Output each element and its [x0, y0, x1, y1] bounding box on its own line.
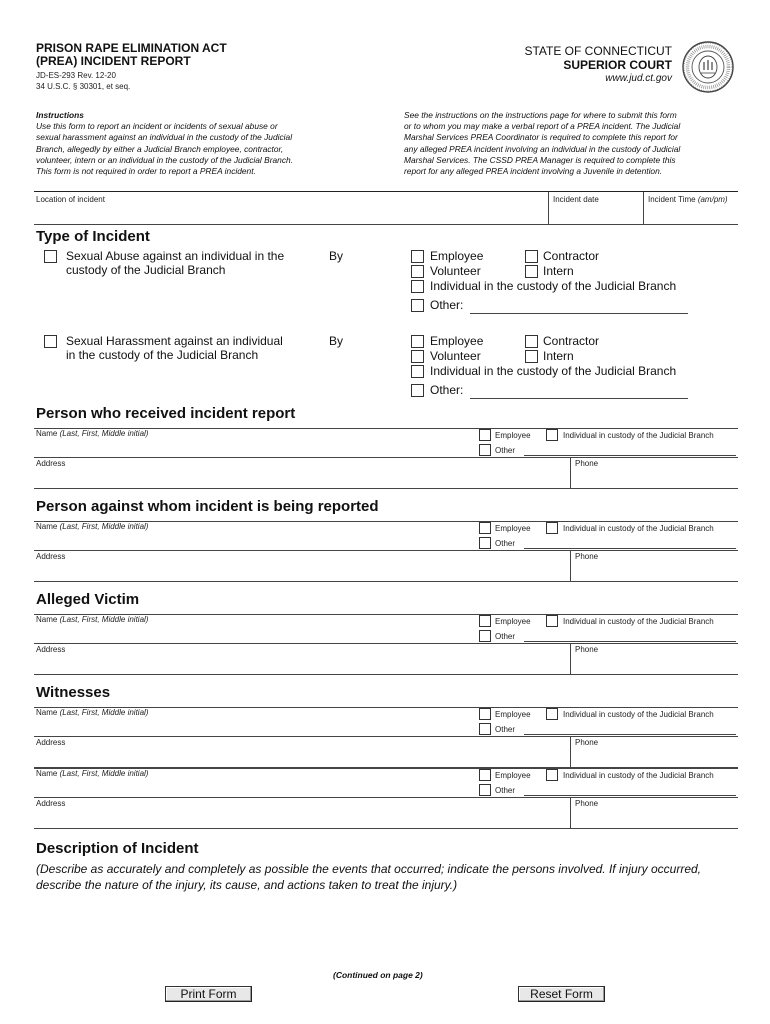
against-other-field[interactable] [524, 548, 736, 549]
form-meta [36, 70, 130, 92]
divider [548, 192, 549, 224]
victim-other-field[interactable] [524, 641, 736, 642]
sexual-harassment-checkbox[interactable] [44, 335, 57, 348]
incident-time-label: Incident Time (am/pm) [648, 195, 728, 204]
option-label: Other [495, 632, 516, 641]
received-other-field[interactable] [524, 455, 736, 456]
form-number: JD-ES-293 Rev. 12-20 [36, 71, 116, 80]
option-label: Intern [543, 349, 574, 363]
victim-address-field[interactable] [36, 655, 566, 673]
option-label: Other [495, 446, 516, 455]
by-label: By [329, 249, 344, 263]
abuse-by-intern-checkbox[interactable] [525, 265, 538, 278]
harassment-by-intern-checkbox[interactable] [525, 350, 538, 363]
divider [34, 224, 738, 225]
state-seal-icon [681, 40, 735, 94]
option-label: Individual in custody of the Judicial Branch [563, 431, 714, 440]
divider [570, 457, 571, 488]
divider [643, 192, 644, 224]
victim-name-field[interactable] [36, 625, 466, 641]
form-statute: 34 U.S.C. § 30301, et seq. [36, 82, 131, 91]
abuse-by-volunteer-checkbox[interactable] [411, 265, 424, 278]
sexual-harassment-label: Sexual Harassment against an individual in the custody of the Judicial Branch [66, 334, 283, 362]
abuse-other-field[interactable] [470, 313, 688, 314]
divider [570, 797, 571, 828]
abuse-by-employee-checkbox[interactable] [411, 250, 424, 263]
divider [34, 488, 738, 489]
name-label: Name (Last, First, Middle initial) [36, 769, 149, 778]
abuse-by-contractor-checkbox[interactable] [525, 250, 538, 263]
instructions-left-line: volunteer, intern or an individual in the custody of the Judicial Branch. [36, 154, 293, 165]
instructions-right-line: Marshal Services PREA Coordinator is required to complete this report for [404, 132, 678, 143]
witness-2-address-field[interactable] [36, 809, 566, 827]
section-heading-against: Person against whom incident is being reported [36, 498, 379, 515]
section-heading-received: Person who received incident report [36, 405, 296, 422]
option-label: Other: [430, 383, 464, 397]
instructions-left-line: Branch, allegedly by either a Judicial Branch employee, contractor, [36, 143, 284, 154]
court-header [470, 44, 672, 85]
received-phone-field[interactable] [575, 469, 735, 487]
option-label: Employee [495, 431, 531, 440]
option-label: Employee [430, 334, 484, 348]
address-label: Address [36, 552, 66, 561]
harassment-other-field[interactable] [470, 398, 688, 399]
witness-1-other-field[interactable] [524, 734, 736, 735]
name-label: Name (Last, First, Middle initial) [36, 708, 149, 717]
option-label: Employee [495, 524, 531, 533]
option-label: Other [495, 786, 516, 795]
address-label: Address [36, 645, 66, 654]
form-title-line2: (PREA) INCIDENT REPORT [36, 54, 191, 68]
divider [34, 736, 738, 737]
instructions-right [404, 110, 744, 177]
option-label: Other [495, 725, 516, 734]
option-label: Other: [430, 298, 464, 312]
option-label: Individual in the custody of the Judicial Branch [430, 364, 677, 378]
continued-note: (Continued on page 2) [333, 970, 423, 980]
witness-1-address-field[interactable] [36, 748, 566, 766]
option-label: Individual in custody of the Judicial Branch [563, 710, 714, 719]
witness-2-individual-checkbox[interactable] [546, 769, 558, 781]
divider [34, 581, 738, 582]
option-label: Volunteer [430, 349, 481, 363]
description-field[interactable] [36, 898, 736, 964]
instructions-heading: Instructions [36, 110, 84, 120]
divider [34, 457, 738, 458]
harassment-by-contractor-checkbox[interactable] [525, 335, 538, 348]
address-label: Address [36, 799, 66, 808]
divider [34, 191, 738, 192]
name-label: Name (Last, First, Middle initial) [36, 429, 149, 438]
phone-label: Phone [575, 738, 599, 747]
location-label: Location of incident [36, 195, 105, 204]
state-name: STATE OF CONNECTICUT [524, 44, 672, 58]
section-heading-victim: Alleged Victim [36, 591, 140, 608]
section-heading-witness-1: Witnesses [36, 684, 111, 701]
against-other-checkbox[interactable] [479, 537, 491, 549]
divider [34, 797, 738, 798]
against-address-field[interactable] [36, 562, 566, 580]
phone-label: Phone [575, 799, 599, 808]
witness-1-other-checkbox[interactable] [479, 723, 491, 735]
divider [34, 643, 738, 644]
option-label: Intern [543, 264, 574, 278]
witness-2-employee-checkbox[interactable] [479, 769, 491, 781]
victim-individual-checkbox[interactable] [546, 615, 558, 627]
option-label: Other [495, 539, 516, 548]
name-label: Name (Last, First, Middle initial) [36, 522, 149, 531]
witness-1-individual-checkbox[interactable] [546, 708, 558, 720]
against-employee-checkbox[interactable] [479, 522, 491, 534]
instructions-left [36, 110, 386, 177]
instructions-left-line: sexual harassment against an individual in the custody of the Judicial [36, 132, 293, 143]
court-website: www.jud.ct.gov [605, 73, 672, 84]
harassment-by-individual-checkbox[interactable] [411, 365, 424, 378]
abuse-by-other-checkbox[interactable] [411, 299, 424, 312]
instructions-right-line: Marshal Services. The CSSD PREA Manager is required to complete this [404, 154, 676, 165]
incident-date-field[interactable] [552, 205, 638, 223]
received-employee-checkbox[interactable] [479, 429, 491, 441]
option-label: Employee [495, 617, 531, 626]
description-heading: Description of Incident [36, 840, 199, 857]
divider [34, 550, 738, 551]
instructions-left-line: Use this form to report an incident or incidents of sexual abuse or [36, 121, 278, 132]
option-label: Employee [495, 771, 531, 780]
address-label: Address [36, 459, 66, 468]
sexual-abuse-checkbox[interactable] [44, 250, 57, 263]
name-label: Name (Last, First, Middle initial) [36, 615, 149, 624]
print-form-button[interactable]: Print Form [165, 986, 252, 1002]
description-instructions: (Describe as accurately and completely as possible the events that occurred; indicate the persons involved. If injury occurred, describe the nature of the injury, its cause, and actions taken to treat the injury.) [36, 862, 702, 892]
phone-label: Phone [575, 459, 599, 468]
victim-phone-field[interactable] [575, 655, 735, 673]
type-of-incident-heading: Type of Incident [36, 228, 150, 245]
location-field[interactable] [36, 205, 544, 223]
witness-2-name-field[interactable] [36, 779, 466, 795]
instructions-right-line: report for any alleged PREA incident involving a Juvenile in detention. [404, 166, 663, 177]
option-label: Volunteer [430, 264, 481, 278]
by-label: By [329, 334, 344, 348]
witness-2-other-field[interactable] [524, 795, 736, 796]
divider [570, 736, 571, 767]
divider [570, 643, 571, 674]
court-name: SUPERIOR COURT [563, 58, 672, 72]
harassment-by-other-checkbox[interactable] [411, 384, 424, 397]
against-individual-checkbox[interactable] [546, 522, 558, 534]
option-label: Employee [495, 710, 531, 719]
abuse-by-individual-checkbox[interactable] [411, 280, 424, 293]
option-label: Contractor [543, 249, 600, 263]
received-name-field[interactable] [36, 439, 466, 455]
instructions-right-line: See the instructions on the instructions page for where to submit this form [404, 110, 677, 120]
witness-1-employee-checkbox[interactable] [479, 708, 491, 720]
option-label: Individual in custody of the Judicial Branch [563, 524, 714, 533]
phone-label: Phone [575, 645, 599, 654]
option-label: Employee [430, 249, 484, 263]
instructions-right-line: any alleged PREA incident involving an individual in the custody of Judicial [404, 143, 681, 154]
option-label: Contractor [543, 334, 600, 348]
against-name-field[interactable] [36, 532, 466, 548]
address-label: Address [36, 738, 66, 747]
divider [34, 828, 738, 829]
received-other-checkbox[interactable] [479, 444, 491, 456]
instructions-left-line: This form is not required in order to report a PREA incident. [36, 166, 256, 177]
witness-2-other-checkbox[interactable] [479, 784, 491, 796]
incident-date-label: Incident date [553, 195, 599, 204]
against-phone-field[interactable] [575, 562, 735, 580]
form-title [36, 42, 227, 68]
phone-label: Phone [575, 552, 599, 561]
reset-form-button[interactable]: Reset Form [518, 986, 605, 1002]
instructions-right-line: or to whom you may make a verbal report of a PREA incident. The Judicial [404, 121, 681, 132]
victim-employee-checkbox[interactable] [479, 615, 491, 627]
option-label: Individual in the custody of the Judicial Branch [430, 279, 677, 293]
harassment-by-employee-checkbox[interactable] [411, 335, 424, 348]
victim-other-checkbox[interactable] [479, 630, 491, 642]
divider [34, 674, 738, 675]
divider [570, 550, 571, 581]
option-label: Individual in custody of the Judicial Branch [563, 771, 714, 780]
witness-1-name-field[interactable] [36, 718, 466, 734]
sexual-abuse-label: Sexual Abuse against an individual in the custody of the Judicial Branch [66, 249, 285, 277]
option-label: Individual in custody of the Judicial Branch [563, 617, 714, 626]
incident-time-field[interactable] [647, 205, 735, 223]
received-individual-checkbox[interactable] [546, 429, 558, 441]
form-title-line1: PRISON RAPE ELIMINATION ACT [36, 41, 227, 55]
witness-1-phone-field[interactable] [575, 748, 735, 766]
harassment-by-volunteer-checkbox[interactable] [411, 350, 424, 363]
witness-2-phone-field[interactable] [575, 809, 735, 827]
received-address-field[interactable] [36, 469, 566, 487]
